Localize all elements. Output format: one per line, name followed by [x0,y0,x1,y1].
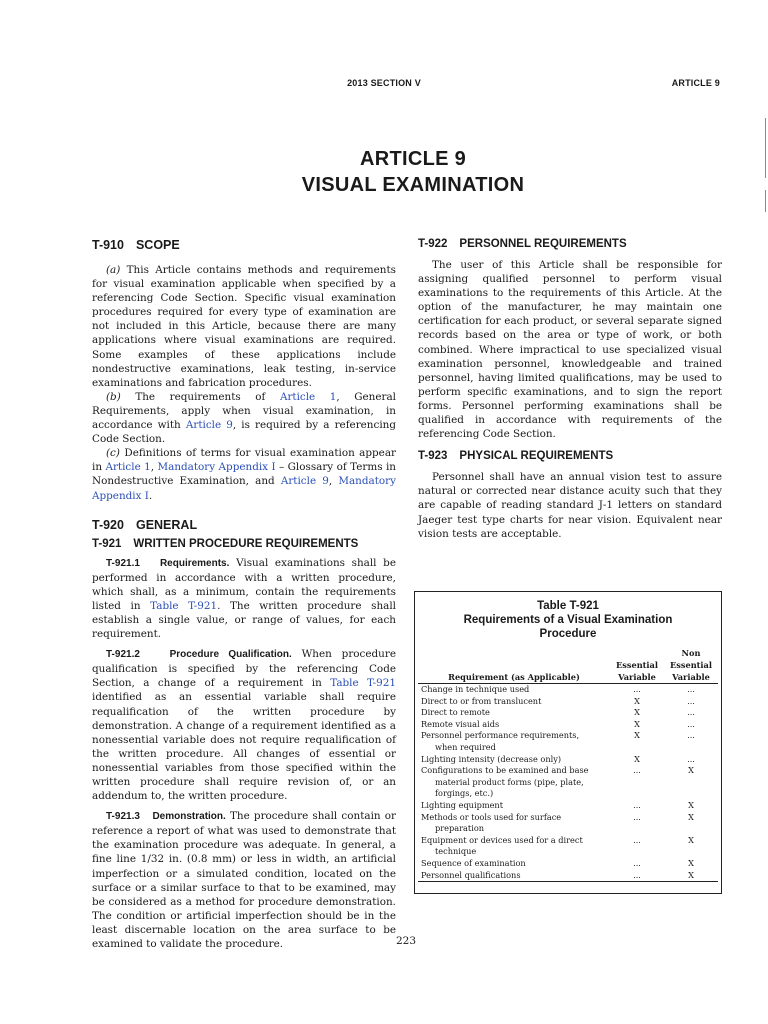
running-header-section: 2013 SECTION V [347,78,421,88]
essential-cell: X [634,707,640,718]
table-row [418,812,718,835]
table-row [418,870,718,882]
table-title: Table T-921 Requirements of a Visual Examination Procedure [463,600,673,640]
nonessential-cell: X [688,799,694,810]
para-t922: The user of this Article shall be responsible for assigning qualified personnel to perform visual examinations to the requirements of this Article. At the option of the manufacturer, he may maintain one certification for each product, or several separate signed records based on the area or type of work, or both combined. Where impractical to use specialized visual examination personnel, knowledgeable and trained personnel, having limited qualifications, may be used to perform specific examinations, and to sign the report forms. Personnel performing examinations shall be qualified in accordance with requirements of the referencing Code Section. [418,259,722,441]
header-essential-variable: Variable [610,671,664,684]
essential-cell: X [634,718,640,729]
para-t921-3: T-921.3 Demonstration. The procedure shall contain or reference a report of what was used to demonstrate that the examination procedure was adequate. In general, a fine line 1/32 in. (0.8 mm) or less in width, an artificial imperfection or a simulated condition, located on the surface or a similar surface to that to be examined, may be considered as a method for procedure demonstration. The condition or artificial imperfection should be in the least discernable location on the area surface to be examined to validate the procedure. [92,810,396,951]
table-row [418,730,718,753]
link-article-1[interactable]: Article 1 [105,461,151,474]
article-title: ARTICLE 9 [359,148,467,170]
table-row [418,684,718,696]
table-row [418,707,718,719]
requirement-cell: Methods or tools used for surface preparation [421,811,562,834]
right-column [418,237,722,541]
nonessential-cell: ... [687,684,695,694]
requirement-cell: Personnel qualifications [418,870,610,882]
scope-a: (a) This Article contains methods and requirements for visual examination applicable when specified by a referencing Code Section. Specific visual examination procedures required for every type of examination are not included in this Article, because there are many applications where visual examinations are required. Some examples of these applications include nondestructive examinations, leak testing, in-service examinations and fabrication procedures. [92,264,396,389]
essential-cell: ... [633,765,641,776]
essential-cell: ... [633,811,641,822]
scope-c: (c) Definitions of terms for visual examination appear in Article 1, Mandatory Appendix I – Glossary of Terms in Nondestructive Examination, and Article 9, Mandatory Appendix I. [92,447,396,502]
link-table-t921[interactable]: Table T-921 [330,677,396,690]
essential-cell: ... [633,857,641,868]
requirement-cell: Sequence of examination [421,857,526,868]
requirement-cell: Personnel performance requirements, when required [421,730,580,752]
nonessential-cell: ... [687,707,695,718]
nonessential-cell: X [688,857,694,868]
heading-t923: T-923 PHYSICAL REQUIREMENTS [418,450,614,463]
essential-cell: ... [633,799,641,810]
page-number: 223 [395,935,417,947]
nonessential-cell: ... [687,730,695,741]
para-t921-2: T-921.2 Procedure Qualification. When procedure qualification is specified by the referencing Code Section, a change of a requirement in Table T-921 identified as an essential variable shall require requalification of the written procedure by demonstration. A change of a requirement identified as a nonessential variable does not require requalification of the written procedure. All changes of essential or nonessential variables from those specified within the written procedure shall require revision of, or an addendum to, the written procedure. [92,648,396,803]
table-row [418,800,718,812]
requirement-cell: Change in technique used [421,684,530,694]
requirements-table [418,647,718,882]
requirement-cell: Direct to or from translucent [421,695,542,706]
header-requirement: Requirement (as Applicable) [418,671,610,684]
requirement-cell: Configurations to be examined and base material product forms (pipe, plate, forgings, etc.) [421,765,589,799]
para-t921-1: T-921.1 Requirements. Visual examinations shall be performed in accordance with a written procedure, which shall, as a minimum, contain the requirements listed in Table T-921. The written procedure shall establish a single value, or range of values, for each requirement. [92,556,396,641]
table-row [418,754,718,766]
para-t923: Personnel shall have an annual vision test to assure natural or corrected near distance acuity such that they are capable of reading standard J-1 letters on standard Jaeger test type charts for near vision. Equivalent near vision tests are acceptable. [418,471,722,540]
scope-b: (b) The requirements of Article 1, General Requirements, apply when visual examination, in accordance with Article 9, is required by a referencing Code Section. [92,390,396,446]
nonessential-cell: ... [687,753,695,764]
heading-t920: T-920 GENERAL [92,517,198,532]
requirement-cell: Equipment or devices used for a direct technique [421,834,583,857]
link-article-9[interactable]: Article 9 [280,475,329,488]
nonessential-cell: X [664,870,718,882]
link-table-t921[interactable]: Table T-921 [150,599,218,612]
heading-t922: T-922 PERSONNEL REQUIREMENTS [418,238,627,250]
table-row [418,719,718,731]
essential-cell: ... [633,684,641,694]
nonessential-cell: X [688,834,694,845]
heading-t921: T-921 WRITTEN PROCEDURE REQUIREMENTS [92,537,359,550]
table-row [418,835,718,858]
nonessential-cell: ... [687,695,695,706]
table-row [418,858,718,870]
header-nonessential: Essential [670,660,712,670]
requirement-cell: Lighting intensity (decrease only) [421,753,562,764]
table-row [418,765,718,800]
table-t921 [414,591,722,894]
margin-mark [765,190,766,212]
essential-cell: X [634,753,640,764]
link-article-9[interactable]: Article 9 [185,419,233,432]
essential-cell: ... [633,834,641,845]
header-non: Non [681,648,701,658]
essential-cell: X [634,695,640,706]
margin-mark [765,118,766,178]
table-row [418,696,718,708]
link-mandatory-appendix-i[interactable]: Mandatory Appendix I [92,475,396,502]
requirement-cell: Remote visual aids [421,718,500,729]
essential-cell: ... [610,870,664,882]
nonessential-cell: ... [687,718,695,729]
link-mandatory-appendix-i[interactable]: Mandatory Appendix I [157,461,276,474]
essential-cell: X [634,730,640,741]
article-subtitle: VISUAL EXAMINATION [301,174,525,196]
heading-t910: T-910 SCOPE [92,238,180,252]
nonessential-cell: X [688,811,694,822]
header-essential: Essential [616,660,658,670]
header-nonessential-variable: Variable [664,671,718,684]
left-column [92,237,396,951]
requirement-cell: Direct to remote [421,707,490,718]
link-article-1[interactable]: Article 1 [279,390,337,403]
running-header-article: ARTICLE 9 [671,78,720,88]
fraction: 1/32 [140,853,165,866]
nonessential-cell: X [688,765,694,776]
requirement-cell: Lighting equipment [421,799,503,810]
